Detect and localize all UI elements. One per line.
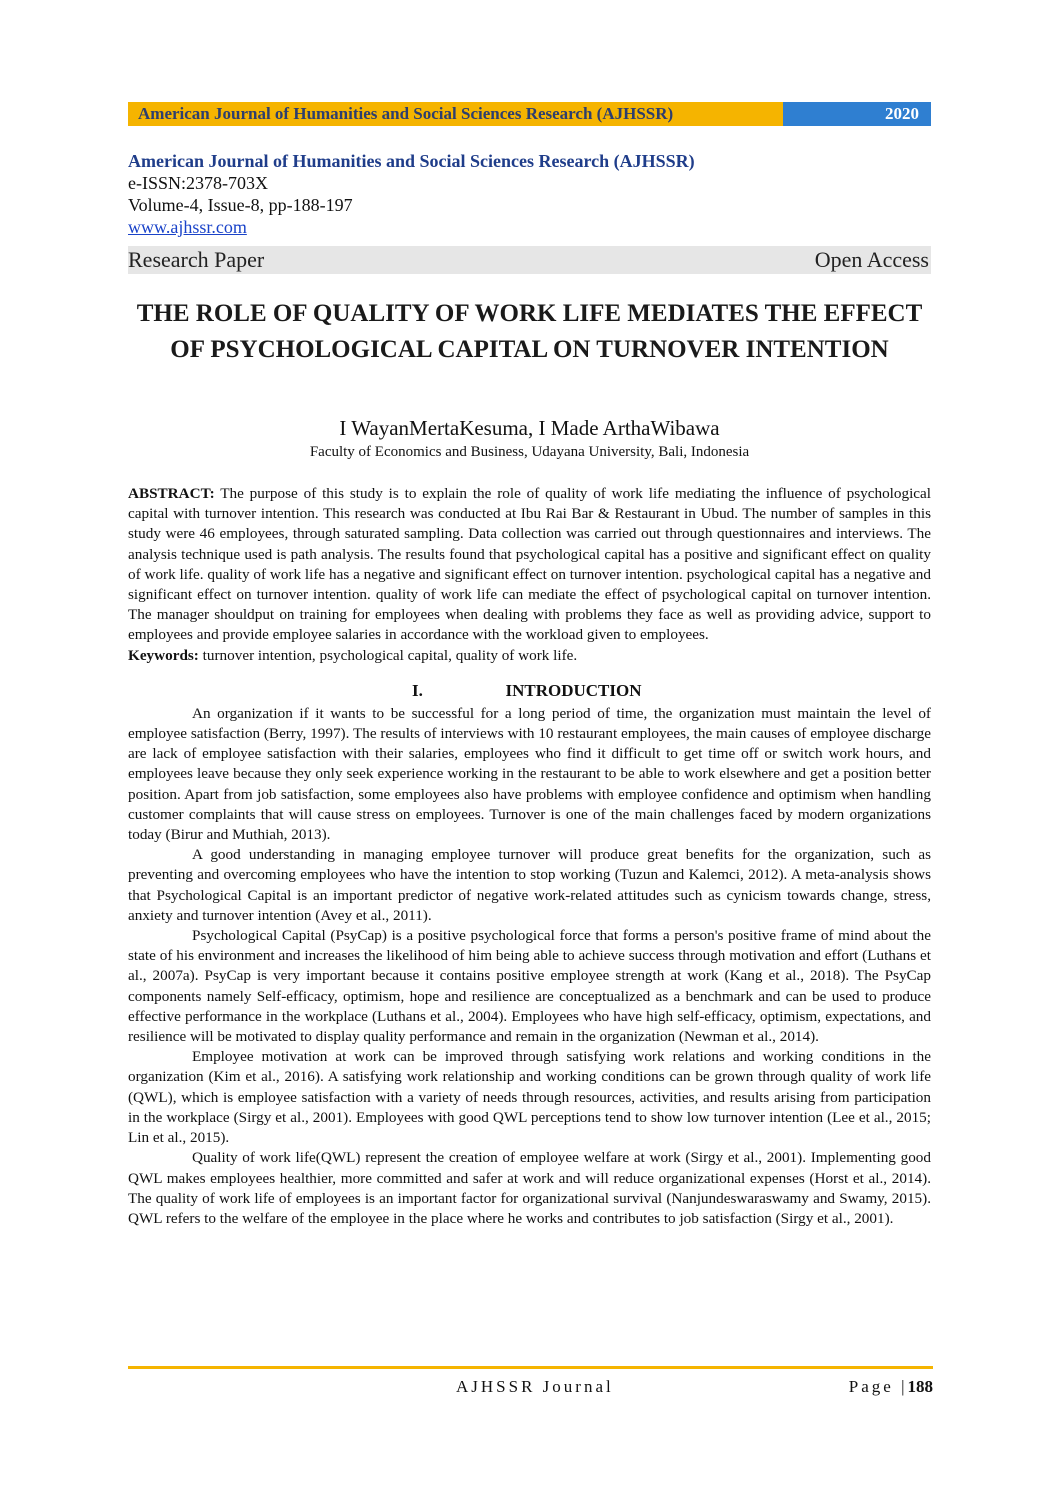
- access-type: Open Access: [814, 247, 929, 272]
- abstract: [128, 484, 931, 646]
- paragraph: A good understanding in managing employee turnover will produce great benefits for the organization, such as preventing and overcoming employees who have the intention to stop working (Tuzun and Kalemci, 2012). A meta-analysis shows that Psychological Capital is an important predictor of negative work-related attitudes such as cynicism towards change, stress, anxiety and turnover intention (Avey et al., 2011).: [128, 846, 931, 924]
- running-header: [128, 102, 931, 126]
- paragraph: Employee motivation at work can be improved through satisfying work relations and working conditions in the organization (Kim et al., 2016). A satisfying work relationship and working conditions can be grown through quality of work life (QWL), which is employee satisfaction with a variety of needs through resources, activities, and results arising from participation in the workplace (Sirgy et al., 2001). Employees with good QWL perceptions tend to show low turnover intention (Lee et al., 2015; Lin et al., 2015).: [128, 1048, 931, 1147]
- running-header-journal: American Journal of Humanities and Social Sciences Research (AJHSSR): [128, 102, 783, 126]
- paper-body: [128, 484, 931, 1229]
- keywords-text: turnover intention, psychological capital, quality of work life.: [198, 646, 578, 664]
- keywords-label: Keywords:: [128, 646, 199, 664]
- section-heading: [128, 680, 931, 702]
- author-affiliation: Faculty of Economics and Business, Udayana University, Bali, Indonesia: [309, 444, 750, 460]
- keywords: [128, 646, 931, 666]
- abstract-label: ABSTRACT:: [128, 485, 215, 502]
- footer-page: [849, 1376, 933, 1398]
- issn: e-ISSN:2378-703X: [128, 173, 268, 193]
- running-header-year: 2020: [783, 102, 931, 126]
- paper-authors: I WayanMertaKesuma, I Made ArthaWibawa: [339, 416, 720, 440]
- paragraph: Quality of work life(QWL) represent the creation of employee welfare at work (Sirgy et al., 2001). Implementing good QWL makes employees healthier, more committed and safer at work and will reduce organizational expenses (Horst et al., 2014). The quality of work life of employees is an important factor for organizational survival (Nanjundeswaraswamy and Swamy, 2015). QWL refers to the welfare of the employee in the place where he works and contributes to job satisfaction (Sirgy et al., 2001).: [128, 1149, 931, 1227]
- page-number: 188: [907, 1377, 933, 1396]
- journal-meta: [128, 150, 931, 238]
- paper-type: Research Paper: [128, 247, 265, 272]
- section-number: I.: [412, 680, 423, 700]
- volume-info: Volume-4, Issue-8, pp-188-197: [128, 195, 353, 215]
- paper-type-bar: [128, 246, 931, 274]
- footer-journal: AJHSSR Journal: [456, 1377, 614, 1396]
- abstract-text: The purpose of this study is to explain the role of quality of work life mediating the influence of psychological capital with turnover intention. This research was conducted at Ibu Rai Bar & Restaurant in Ubud. The number of samples in this study were 46 employees, through saturated sampling. Data collection was carried out through questionnaires and interviews. The analysis technique used is path analysis. The results found that psychological capital has a positive and significant effect on quality of work life. quality of work life has a negative and significant effect on turnover intention. psychological capital has a negative and significant effect on turnover intention. quality of work life can mediate the effect of psychological capital on turnover intention. The manager shouldput on training for employees when dealing with problems they face as well as providing advice, support to employees and provide employee salaries in accordance with the workload given to employees.: [128, 485, 931, 644]
- paper-title: THE ROLE OF QUALITY OF WORK LIFE MEDIATES THE EFFECT OF PSYCHOLOGICAL CAPITAL ON TURNOVER INTENTION: [136, 300, 923, 363]
- journal-url-link[interactable]: www.ajhssr.com: [128, 217, 247, 237]
- page-label: Page |: [848, 1377, 908, 1396]
- footer-divider: [128, 1366, 933, 1369]
- paragraph: Psychological Capital (PsyCap) is a positive psychological force that forms a person's positive frame of mind about the state of his environment and increases the likelihood of him being able to achieve success through motivation and effort (Luthans et al., 2007a). PsyCap is very important because it contains positive employee strength at work (Kang et al., 2018). The PsyCap components namely Self-efficacy, optimism, hope and resilience are conceptualized as a benchmark and can be used to produce effective performance in the workplace (Luthans et al., 2004). Employees who have high self-efficacy, optimism, expectations, and resilience will be motivated to display quality performance and remain in the organization (Newman et al., 2014).: [128, 927, 931, 1046]
- section-title: INTRODUCTION: [505, 680, 642, 700]
- paragraph: An organization if it wants to be successful for a long period of time, the organization must maintain the level of employee satisfaction (Berry, 1997). The results of interviews with 10 restaurant employees, the main causes of employee discharge are lack of employee satisfaction with their salaries, employees who find it difficult to get time off or switch work hours, and employees leave because they only seek experience working in the restaurant to be able to work elsewhere and get a position better position. Apart from job satisfaction, some employees also have problems with employee confidence and optimism when handling customer complaints that will cause stress on employees. Turnover is one of the main challenges faced by modern organizations today (Birur and Muthiah, 2013).: [128, 704, 931, 844]
- journal-name: American Journal of Humanities and Social Sciences Research (AJHSSR): [128, 151, 695, 171]
